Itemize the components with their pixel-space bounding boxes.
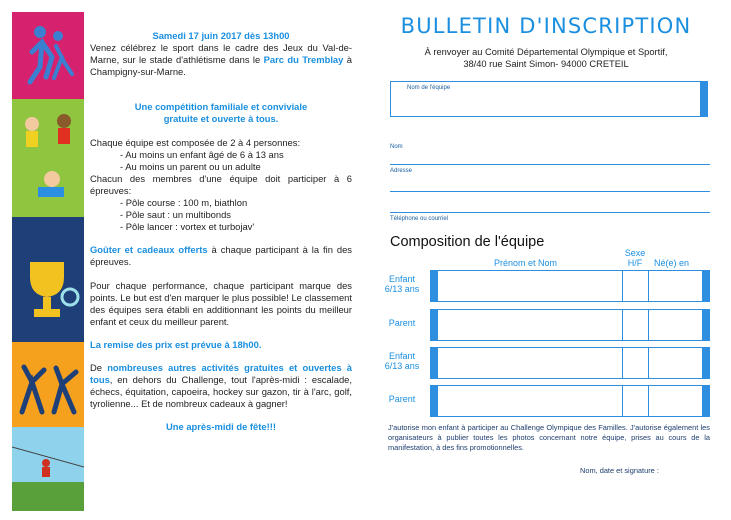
- team-rule-child: - Au moins un enfant âgé de 6 à 13 ans: [120, 148, 284, 160]
- nom-field[interactable]: [390, 164, 710, 165]
- intro-text: Venez célébrez le sport dans le cadre des Jeux du Val-de-Marne, sur le stade d'athlétisme dans le Parc du Tremblay à Champigny-sur-Marne.: [90, 42, 352, 78]
- member-row-label: Parent: [388, 318, 416, 328]
- team-rule-parent: - Au moins un parent ou un adulte: [120, 160, 261, 172]
- competition-heading-2: gratuite et ouverte à tous.: [163, 113, 279, 125]
- illustration-kids: [12, 99, 84, 217]
- member-row[interactable]: [430, 385, 710, 417]
- col-name: Prénom et Nom: [494, 258, 558, 268]
- member-row-label: Enfant 6/13 ans: [384, 274, 420, 294]
- illustration-zipline: [12, 427, 84, 511]
- adresse-field[interactable]: [390, 191, 710, 192]
- team-name-field[interactable]: [390, 81, 708, 117]
- return-address: À renvoyer au Comité Départemental Olympique et Sportif, 38/40 rue Saint Simon- 94000 CRETEIL: [424, 47, 668, 69]
- col-sexe: Sexe H/F: [624, 248, 646, 268]
- snack-text: Goûter et cadeaux offerts à chaque participant à la fin des épreuves.: [90, 244, 352, 268]
- illustration-trophy: [12, 217, 84, 342]
- team-name-label: Nom de l'équipe: [407, 85, 451, 91]
- form-title: BULLETIN D'INSCRIPTION: [400, 14, 692, 38]
- adresse-label: Adresse: [390, 168, 413, 174]
- member-row-label: Enfant 6/13 ans: [384, 351, 420, 371]
- member-row-label: Parent: [388, 394, 416, 404]
- illustration-runners: [12, 12, 84, 99]
- signature-label: Nom, date et signature :: [580, 466, 659, 475]
- phone-label: Téléphone ou courriel: [390, 216, 449, 222]
- member-row[interactable]: [430, 347, 710, 379]
- adresse-field-2[interactable]: [390, 212, 710, 213]
- closing-line: Une après-midi de fête!!!: [166, 421, 276, 433]
- team-composition: Chaque équipe est composée de 2 à 4 personnes:: [90, 136, 301, 148]
- event-description: [90, 30, 352, 433]
- prize-time: La remise des prix est prévue à 18h00.: [90, 338, 262, 350]
- member-row[interactable]: [430, 270, 710, 302]
- member-row[interactable]: [430, 309, 710, 341]
- authorization-text: J'autorise mon enfant à participer au Challenge Olympique des Familles. J'autorise également les organisateurs à publier toutes les photos concernant notre équipe, prises au cours de la manifestation, à des fins promotionnelles.: [388, 423, 710, 452]
- illustration-dancers: [12, 342, 84, 427]
- competition-heading-1: Une compétition familiale et conviviale: [134, 101, 308, 113]
- park-link: Parc du Tremblay: [263, 54, 344, 66]
- events-intro: Chacun des membres d'une équipe doit participer à 6 épreuves:: [90, 172, 352, 196]
- event-lancer: - Pôle lancer : vortex et turbojav': [120, 221, 255, 233]
- composition-title: Composition de l'équipe: [390, 234, 545, 250]
- event-saut: - Pôle saut : un multibonds: [120, 209, 231, 221]
- col-born: Né(e) en: [654, 258, 690, 268]
- registration-form: [370, 0, 720, 520]
- event-course: - Pôle course : 100 m, biathlon: [120, 197, 248, 209]
- event-date: Samedi 17 juin 2017 dès 13h00: [152, 30, 290, 41]
- other-activities: De nombreuses autres activités gratuites et ouvertes à tous, en dehors du Challenge, tout l'après-midi : escalade, échecs, équitation, capoeira, hockey sur gazon, tir à l'arc, golf, tyrolienne... Et de nombreux cadeaux à gagner!: [90, 361, 352, 410]
- nom-label: Nom: [390, 144, 403, 150]
- scoring-text: Pour chaque performance, chaque participant marque des points. Le but est d'en marquer le plus possible! Le classement des équipes sera établi en additionnant les points du meilleur enfant et ceux du meilleur parent.: [90, 279, 352, 327]
